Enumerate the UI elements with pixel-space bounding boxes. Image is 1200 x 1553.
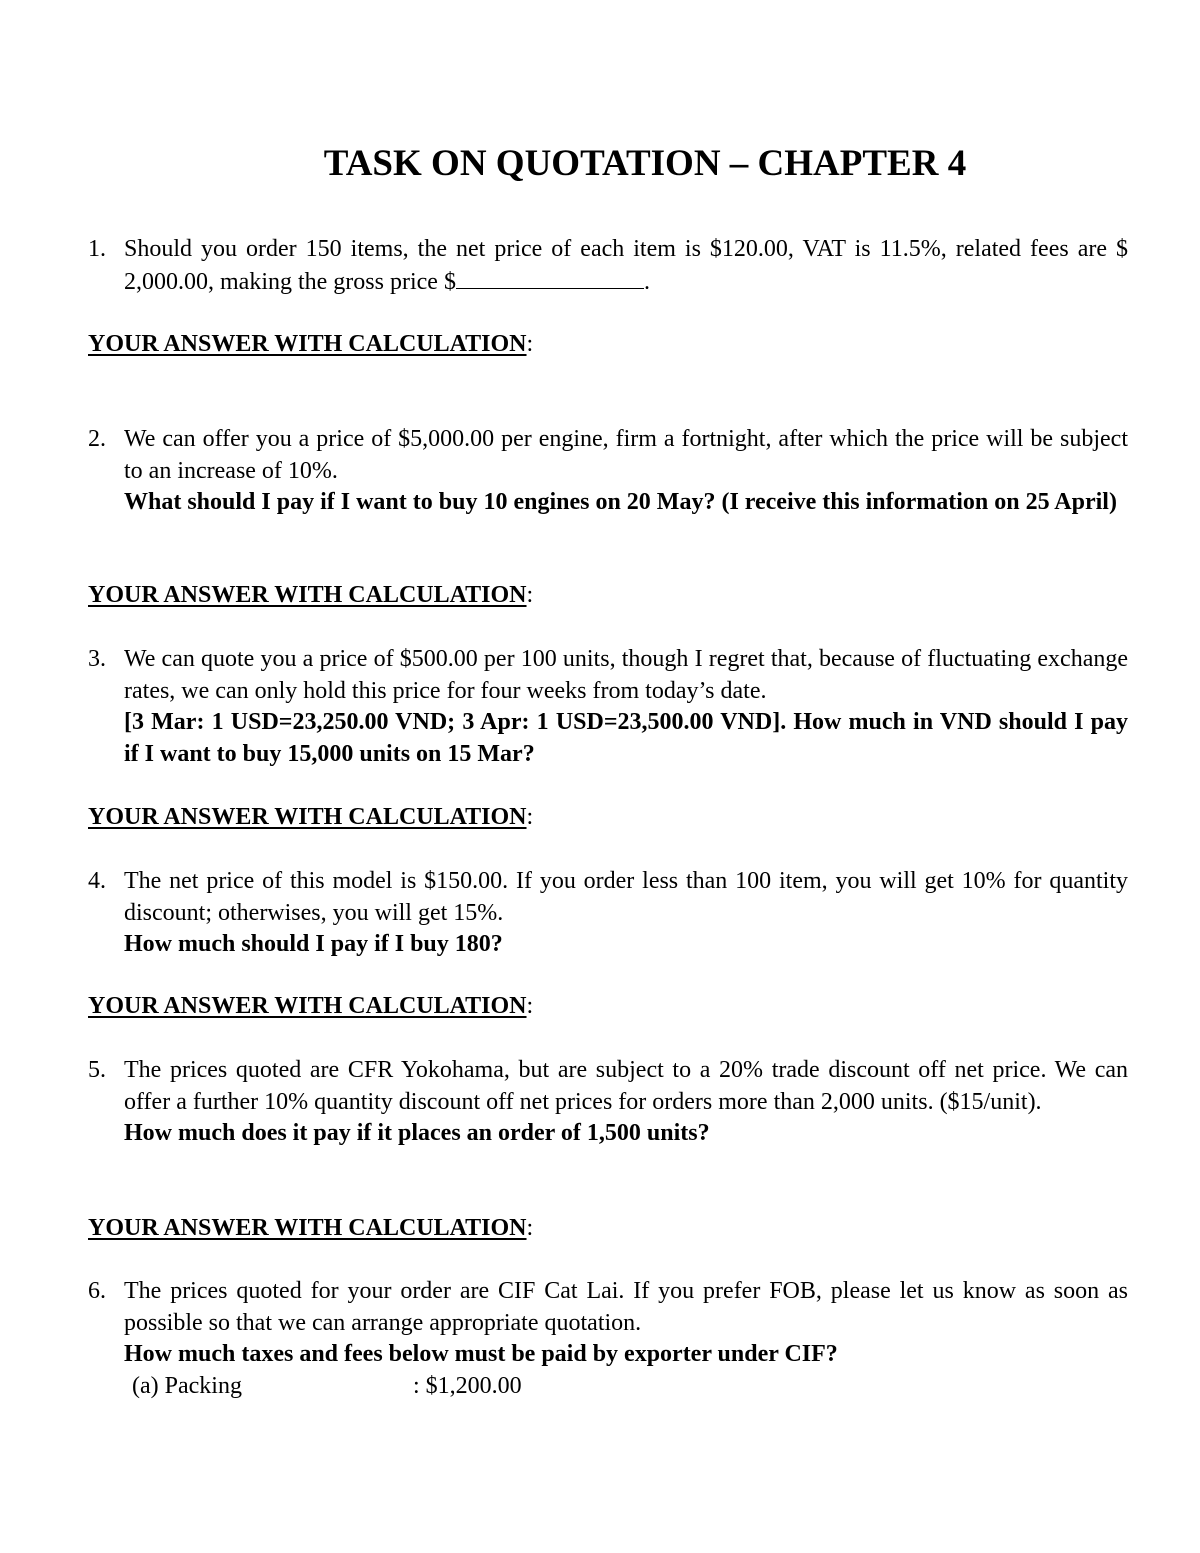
question-5 [88, 1055, 1128, 1150]
fee-row-packing [124, 1371, 1128, 1403]
fee-label: (a) Packing [132, 1372, 242, 1399]
question-prompt: [3 Mar: 1 USD=23,250.00 VND; 3 Apr: 1 USD=23,500.00 VND]. How much in VND should I pay if I want to buy 15,000 units on 15 Mar? [124, 709, 1128, 767]
question-6 [88, 1276, 1128, 1402]
question-text: Should you order 150 items, the net price of each item is $120.00, VAT is 11.5%, related fees are $ 2,000.00, making the gross price $ . [124, 236, 1128, 295]
answer-blank [456, 266, 644, 289]
question-text: We can quote you a price of $500.00 per 100 units, though I regret that, because of fluctuating exchange rates, we can only hold this price for four weeks from today’s date. [124, 646, 1128, 704]
question-text: The net price of this model is $150.00. If you order less than 100 item, you will get 10% for quantity discount; otherwises, you will get 15%. [124, 868, 1128, 926]
answer-heading-5: YOUR ANSWER WITH CALCULATION: [88, 1215, 534, 1241]
answer-heading-2: YOUR ANSWER WITH CALCULATION: [88, 582, 534, 608]
question-number: 5. [88, 1057, 106, 1083]
question-1 [88, 234, 1128, 298]
question-prompt: How much should I pay if I buy 180? [124, 931, 503, 957]
answer-heading-3: YOUR ANSWER WITH CALCULATION: [88, 804, 534, 830]
question-number: 6. [88, 1278, 106, 1304]
question-text: We can offer you a price of $5,000.00 per engine, firm a fortnight, after which the price will be subject to an increase of 10%. [124, 426, 1128, 484]
question-number: 2. [88, 426, 106, 452]
question-prompt: What should I pay if I want to buy 10 engines on 20 May? (I receive this information on 25 April) [124, 489, 1117, 515]
question-prompt: How much taxes and fees below must be paid by exporter under CIF? [124, 1341, 838, 1367]
question-text: The prices quoted are CFR Yokohama, but are subject to a 20% trade discount off net price. We can offer a further 10% quantity discount off net prices for orders more than 2,000 units. ($15/unit). [124, 1057, 1128, 1115]
question-2 [88, 424, 1128, 519]
question-number: 4. [88, 868, 106, 894]
question-prompt: How much does it pay if it places an order of 1,500 units? [124, 1120, 710, 1146]
question-number: 1. [88, 236, 106, 262]
page-title: TASK ON QUOTATION – CHAPTER 4 [323, 143, 967, 184]
fee-value: : $1,200.00 [413, 1372, 522, 1399]
question-4 [88, 866, 1128, 961]
question-text: The prices quoted for your order are CIF Cat Lai. If you prefer FOB, please let us know as soon as possible so that we can arrange appropriate quotation. [124, 1278, 1128, 1336]
answer-heading-1: YOUR ANSWER WITH CALCULATION: [88, 331, 534, 357]
answer-heading-4: YOUR ANSWER WITH CALCULATION: [88, 993, 534, 1019]
question-3 [88, 644, 1128, 770]
question-number: 3. [88, 646, 106, 672]
